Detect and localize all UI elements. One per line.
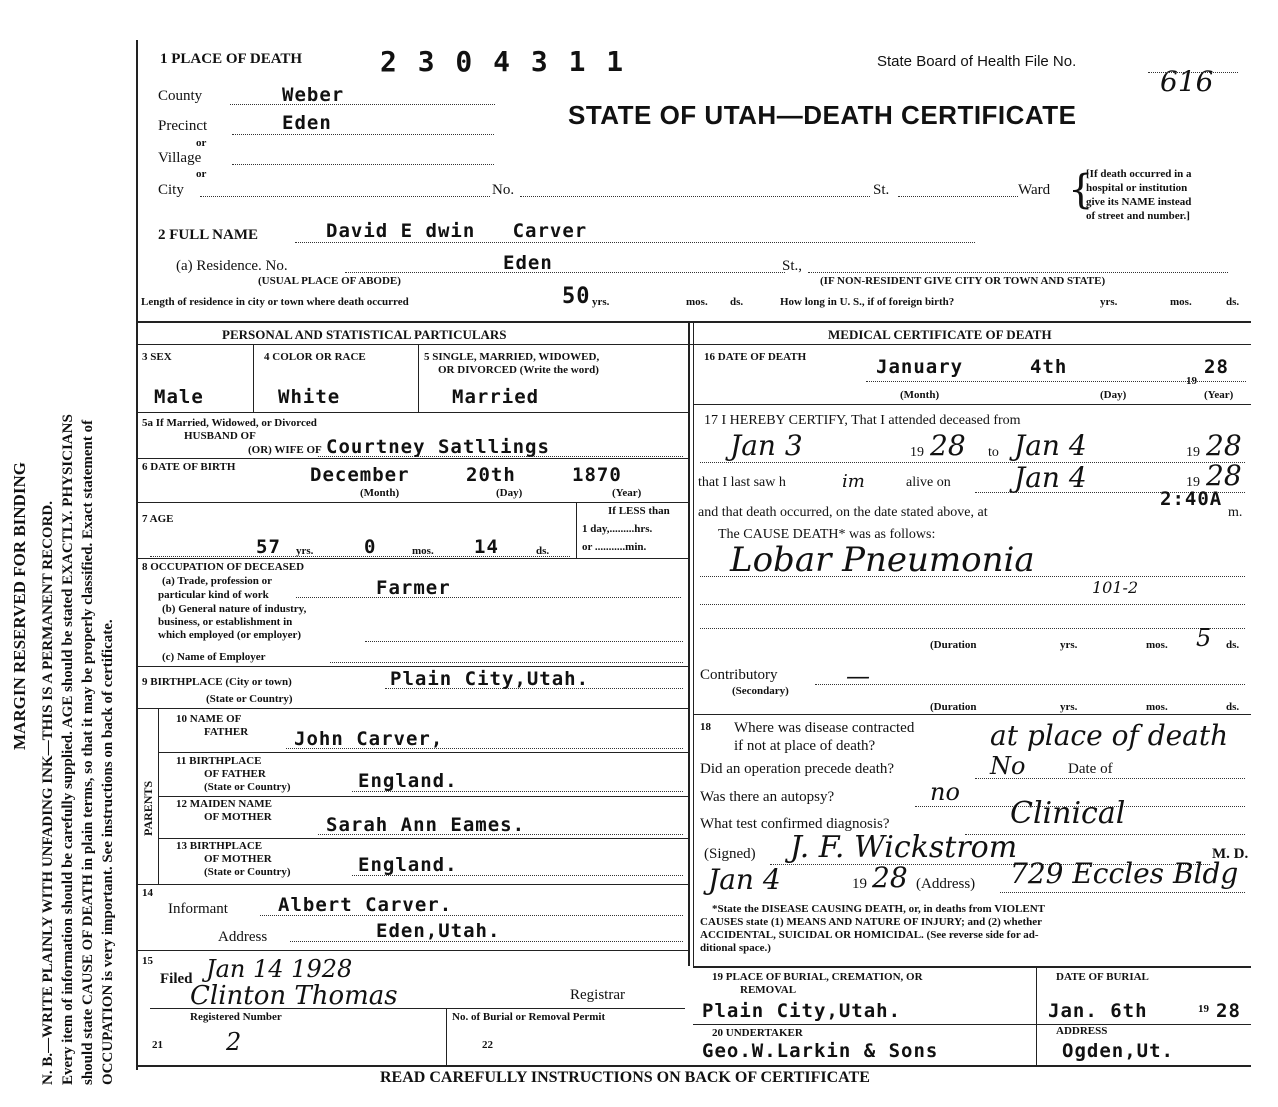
occupation-b-2: business, or establishment in (158, 616, 293, 628)
duration-mos-value: 5 (1196, 624, 1212, 652)
father-birthplace-label-2: OF FATHER (204, 768, 266, 780)
age-mos-label: mos. (412, 545, 434, 557)
residence-value: Eden (503, 252, 553, 274)
full-name-line (295, 242, 975, 243)
registrar-label: Registrar (570, 987, 625, 1003)
physician-address-line (1000, 892, 1245, 893)
disease-note-3: ACCIDENTAL, SUICIDAL OR HOMICIDAL. (See reverse side for ad- (700, 929, 1039, 941)
informant-address-line (290, 941, 683, 942)
dob-day-label: (Day) (496, 487, 523, 499)
color-race-label: 4 COLOR OR RACE (264, 351, 366, 363)
birthplace-value: Plain City,Utah. (390, 668, 590, 690)
undertaker-address-value: Ogden,Ut. (1062, 1040, 1174, 1062)
duration-mos-label: mos. (1146, 639, 1168, 651)
mother-line (318, 834, 683, 835)
us-residence-label: How long in U. S., if of foreign birth? (780, 296, 955, 308)
us-ds-label: ds. (1226, 296, 1240, 308)
dob-month-label: (Month) (360, 487, 400, 499)
father-line (286, 748, 683, 749)
age-yrs-label: yrs. (296, 545, 314, 557)
parents-label: PARENTS (141, 780, 155, 836)
signed-label: (Signed) (704, 846, 756, 862)
birthplace-label-2: (State or Country) (206, 693, 293, 705)
duration-yrs-label: yrs. (1060, 639, 1078, 651)
form-bottom-border (136, 1065, 1251, 1067)
date-of-label: Date of (1068, 761, 1113, 777)
center-divider-2 (693, 321, 694, 966)
city-line (200, 196, 490, 197)
length-yrs-label: yrs. (592, 296, 610, 308)
village-label: Village (158, 150, 202, 166)
father-birthplace-label-3: (State or Country) (204, 781, 291, 793)
informant-value: Albert Carver. (278, 894, 453, 916)
contributory-label: Contributory (700, 667, 778, 683)
mother-birthplace-label-1: 13 BIRTHPLACE (176, 840, 263, 852)
attended-to-year: 28 (1206, 429, 1242, 462)
occupation-label: 8 OCCUPATION OF DECEASED (142, 561, 305, 573)
attended-from-date: Jan 3 (730, 429, 803, 462)
father-birthplace-label-1: 11 BIRTHPLACE (176, 755, 262, 767)
registrar-signature: Clinton Thomas (190, 981, 398, 1011)
hospital-note-4: of street and number.] (1086, 210, 1190, 222)
mother-birthplace-label-3: (State or Country) (204, 866, 291, 878)
file-number-line (1148, 72, 1238, 73)
burial-place-value: Plain City,Utah. (702, 1000, 902, 1022)
section-header-line (136, 344, 1251, 345)
date-of-death-19: 19 (1186, 375, 1197, 387)
row-line-9 (136, 708, 688, 709)
burial-place-label-2: REMOVAL (740, 984, 797, 996)
margin-notice-line4: OCCUPATION is very important. See instructions on back of certificate. (100, 619, 116, 1085)
row-line-12 (158, 838, 688, 839)
non-resident-label: (IF NON-RESIDENT GIVE CITY OR TOWN AND STATE) (820, 275, 1106, 287)
father-birthplace-value: England. (358, 770, 458, 792)
father-birthplace-line (352, 791, 683, 792)
dob-month: December (310, 464, 410, 486)
dod-month-label: (Month) (900, 389, 940, 401)
disease-note-1: *State the DISEASE CAUSING DEATH, or, in deaths from VIOLENT (712, 903, 1046, 915)
informant-address-value: Eden,Utah. (376, 920, 501, 942)
spouse-value: Courtney Satllings (326, 436, 550, 458)
dob-label: 6 DATE OF BIRTH (142, 461, 236, 473)
signed-date-value: Jan 4 (708, 863, 781, 896)
row-line-10 (158, 752, 688, 753)
filed-date-value: Jan 14 1928 (206, 955, 353, 983)
row-line-7 (136, 558, 688, 559)
length-residence-label: Length of residence in city or town where death occurred (141, 296, 409, 308)
occupation-value: Farmer (376, 577, 451, 599)
test-confirmed-value: Clinical (1010, 796, 1126, 831)
item-18-number: 18 (700, 721, 711, 733)
hospital-note-1: [If death occurred in a (1086, 168, 1192, 180)
marital-label-1: 5 SINGLE, MARRIED, WIDOWED, (424, 351, 600, 363)
mother-birthplace-value: England. (358, 854, 458, 876)
row-line-8 (136, 666, 688, 667)
dob-year: 1870 (572, 464, 622, 486)
dod-year-label: (Year) (1204, 389, 1234, 401)
disease-contracted-label-1: Where was disease contracted (734, 720, 915, 736)
undertaker-label: 20 UNDERTAKER (712, 1027, 803, 1039)
spouse-line (318, 456, 683, 457)
hospital-note-2: hospital or institution (1086, 182, 1188, 194)
father-name-label-1: 10 NAME OF (176, 713, 242, 725)
us-yrs-label: yrs. (1100, 296, 1118, 308)
residence-line (345, 272, 785, 273)
row-line-5a (136, 458, 688, 459)
certificate-number: 2 3 0 4 3 1 1 (380, 45, 626, 78)
county-line (230, 104, 495, 105)
spouse-label-1: 5a If Married, Widowed, or Divorced (142, 417, 317, 429)
father-name-value: John Carver, (294, 728, 444, 750)
margin-notice-line1: N. B.—WRITE PLAINLY WITH UNFADING INK—THIS IS A PERMANENT RECORD. (40, 501, 56, 1085)
residence-st-line (808, 272, 1228, 273)
full-name-label: 2 FULL NAME (158, 227, 259, 243)
duration-label: (Duration (930, 639, 977, 651)
cause-line-3 (700, 628, 1245, 629)
age-years: 57 (256, 536, 281, 558)
date-of-death-month: January (876, 356, 964, 378)
row-line-16 (693, 404, 1251, 405)
color-race-value: White (278, 386, 341, 408)
row-line-13 (136, 884, 688, 885)
duration2-mos-label: mos. (1146, 701, 1168, 713)
occupation-b-line (365, 641, 683, 642)
physician-address-label: (Address) (916, 876, 976, 892)
usual-abode-label: (USUAL PLACE OF ABODE) (258, 275, 401, 287)
last-saw-him: im (842, 471, 865, 492)
duration2-yrs-label: yrs. (1060, 701, 1078, 713)
operation-line (975, 778, 1245, 779)
last-saw-date: Jan 4 (1014, 461, 1087, 494)
ward-label: Ward (1018, 182, 1051, 198)
less-than-divider (576, 502, 577, 558)
st-line (898, 196, 1018, 197)
registered-number-value: 2 (226, 1028, 242, 1056)
disease-contracted-label-2: if not at place of death? (734, 738, 876, 754)
county-value: Weber (282, 84, 345, 106)
margin-notice-line2: Every item of information should be carefully supplied. AGE should be stated EXACTLY. PHYSICIANS (60, 414, 76, 1085)
less-than-label-1: If LESS than (608, 505, 670, 517)
burial-date-divider (1036, 966, 1037, 1066)
certify-label: 17 I HEREBY CERTIFY, That I attended deceased from (704, 413, 1021, 428)
alive-on-label: alive on (906, 475, 951, 490)
row-line-17 (693, 714, 1251, 715)
marital-label-2: OR DIVORCED (Write the word) (438, 364, 599, 376)
death-time-value: 2:40A (1160, 488, 1223, 510)
autopsy-value: no (930, 778, 960, 806)
item-14-number: 14 (142, 887, 153, 899)
last-saw-19: 19 (1186, 475, 1200, 490)
margin-notice-line3: should state CAUSE OF DEATH in plain terms, so that it may be properly classified. Exact statement of (80, 419, 96, 1085)
disease-note-4: ditional space.) (700, 942, 771, 954)
precinct-line (232, 134, 494, 135)
burial-top-line (693, 966, 1251, 968)
date-of-death-day: 4th (1030, 356, 1068, 378)
center-divider (688, 321, 690, 966)
city-label: City (158, 182, 184, 198)
death-occurred-label: and that death occurred, on the date stated above, at (698, 505, 988, 520)
us-mos-label: mos. (1170, 296, 1192, 308)
occupation-a-2: particular kind of work (158, 589, 269, 601)
color-marital-divider (418, 344, 419, 412)
st-label: St. (873, 182, 890, 198)
mother-name-label-1: 12 MAIDEN NAME (176, 798, 272, 810)
cause-of-death-value: Lobar Pneumonia (730, 540, 1035, 580)
row-line-5 (136, 412, 688, 413)
sex-value: Male (154, 386, 204, 408)
item-15-number: 15 (142, 955, 153, 967)
signed-date-19: 19 (852, 876, 867, 892)
state-board-file-label: State Board of Health File No. (877, 53, 1077, 70)
disease-note-2: CAUSES state (1) MEANS AND NATURE OF INJURY; and (2) whether (700, 916, 1043, 928)
age-line (150, 556, 570, 557)
length-mos-label: mos. (686, 296, 708, 308)
footer-instructions: READ CAREFULLY INSTRUCTIONS ON BACK OF CERTIFICATE (380, 1069, 870, 1086)
less-than-label-3: or ...........min. (582, 541, 647, 553)
occupation-b-3: which employed (or employer) (158, 629, 302, 641)
duration-ds-label: ds. (1226, 639, 1240, 651)
contributory-line (815, 684, 1245, 685)
attended-from-19: 19 (910, 445, 924, 460)
registrar-line (150, 1008, 685, 1009)
residence-st-label: St., (782, 258, 803, 274)
row-line-6 (136, 502, 688, 503)
form-left-border (136, 40, 138, 1070)
no-line (520, 196, 870, 197)
physician-signature: J. F. Wickstrom (790, 830, 1018, 865)
burial-date-label: DATE OF BURIAL (1056, 971, 1149, 983)
father-name-label-2: FATHER (204, 726, 249, 738)
test-confirmed-label: What test confirmed diagnosis? (700, 816, 890, 832)
informant-label: Informant (168, 901, 228, 917)
length-ds-label: ds. (730, 296, 744, 308)
burial-date-year: 28 (1216, 1000, 1241, 1022)
spouse-label-2: HUSBAND OF (184, 430, 256, 442)
precinct-value: Eden (282, 112, 332, 134)
duration2-ds-label: ds. (1226, 701, 1240, 713)
item-22-number: 22 (482, 1039, 493, 1051)
attended-to-label: to (988, 445, 999, 460)
date-of-death-line (866, 381, 1246, 382)
signed-date-year: 28 (872, 861, 908, 894)
age-label: 7 AGE (142, 513, 174, 525)
certificate-title: STATE OF UTAH—DEATH CERTIFICATE (568, 100, 1077, 130)
death-time-m: m. (1228, 505, 1243, 520)
autopsy-label: Was there an autopsy? (700, 789, 835, 805)
operation-label: Did an operation precede death? (700, 761, 895, 777)
occupation-a-1: (a) Trade, profession or (162, 575, 272, 587)
mother-name-label-2: OF MOTHER (204, 811, 272, 823)
disease-contracted-value: at place of death (990, 719, 1229, 752)
age-days: 14 (474, 536, 499, 558)
duration2-label: (Duration (930, 701, 977, 713)
employer-line (330, 662, 683, 663)
personal-section-label: PERSONAL AND STATISTICAL PARTICULARS (222, 327, 507, 342)
occupation-b-1: (b) General nature of industry, (162, 603, 307, 615)
residence-label: (a) Residence. No. (176, 258, 288, 274)
hospital-note-brace: { (1068, 167, 1094, 213)
marital-value: Married (452, 386, 540, 408)
date-of-death-year: 28 (1204, 356, 1229, 378)
mother-name-value: Sarah Ann Eames. (326, 814, 526, 836)
hospital-note-3: give its NAME instead (1086, 196, 1192, 208)
cause-line-1 (700, 576, 1245, 577)
undertaker-address-label: ADDRESS (1056, 1025, 1108, 1037)
physician-address-value: 729 Eccles Bldg (1010, 857, 1239, 890)
last-saw-year: 28 (1206, 459, 1242, 492)
birthplace-label-1: 9 BIRTHPLACE (City or town) (142, 676, 292, 688)
burial-permit-number-label: No. of Burial or Removal Permit (452, 1011, 606, 1023)
state-board-file-number: 616 (1160, 65, 1214, 98)
registered-number-label: Registered Number (190, 1011, 282, 1023)
burial-date-value: Jan. 6th (1048, 1000, 1148, 1022)
burial-date-19: 19 (1198, 1003, 1209, 1015)
mother-birthplace-label-2: OF MOTHER (204, 853, 272, 865)
village-line (232, 164, 494, 165)
birthplace-line (385, 688, 683, 689)
contributory-secondary-label: (Secondary) (732, 685, 789, 697)
attended-to-date: Jan 4 (1014, 429, 1087, 462)
informant-line (260, 915, 683, 916)
mother-birthplace-line (352, 875, 683, 876)
burial-mid-line (693, 1024, 1251, 1025)
age-ds-label: ds. (536, 545, 550, 557)
full-name-value: David E dwin Carver (326, 220, 588, 242)
dob-day: 20th (466, 464, 516, 486)
occupation-line (296, 597, 681, 598)
precinct-label: Precinct (158, 118, 208, 134)
no-label: No. (492, 182, 515, 198)
age-months: 0 (364, 536, 377, 558)
spouse-label-3: (OR) WIFE OF (248, 444, 322, 456)
sex-color-divider (253, 344, 254, 412)
medical-section-label: MEDICAL CERTIFICATE OF DEATH (828, 327, 1052, 342)
item-21-number: 21 (152, 1039, 163, 1051)
place-of-death-label: 1 PLACE OF DEATH (160, 51, 303, 67)
county-label: County (158, 88, 203, 104)
dod-day-label: (Day) (1100, 389, 1127, 401)
attended-line (700, 462, 1245, 463)
cause-line-2 (700, 604, 1245, 605)
operation-value: No (990, 752, 1026, 780)
row-line-14 (136, 950, 688, 951)
binding-margin-label: MARGIN RESERVED FOR BINDING (10, 462, 29, 750)
cause-code: 101-2 (1092, 578, 1139, 597)
reg-burial-divider (446, 1008, 447, 1066)
undertaker-value: Geo.W.Larkin & Sons (702, 1040, 939, 1062)
date-of-death-label: 16 DATE OF DEATH (704, 351, 807, 363)
attended-to-19: 19 (1186, 445, 1200, 460)
occupation-c: (c) Name of Employer (162, 651, 266, 663)
length-residence-value: 50 (562, 284, 591, 309)
cause-label: The CAUSE DEATH* was as follows: (718, 527, 936, 542)
less-than-label-2: 1 day,.........hrs. (582, 523, 653, 535)
row-line-11 (158, 796, 688, 797)
md-label: M. D. (1212, 846, 1249, 862)
last-saw-label: that I last saw h (698, 475, 786, 490)
burial-place-label-1: 19 PLACE OF BURIAL, CREMATION, OR (712, 971, 923, 983)
or-label-1: or (196, 137, 207, 149)
contributory-value: — (846, 662, 870, 690)
attended-from-year: 28 (930, 429, 966, 462)
sex-label: 3 SEX (142, 351, 172, 363)
dob-year-label: (Year) (612, 487, 642, 499)
filed-label: Filed (160, 971, 193, 987)
informant-address-label: Address (218, 929, 268, 945)
or-label-2: or (196, 168, 207, 180)
